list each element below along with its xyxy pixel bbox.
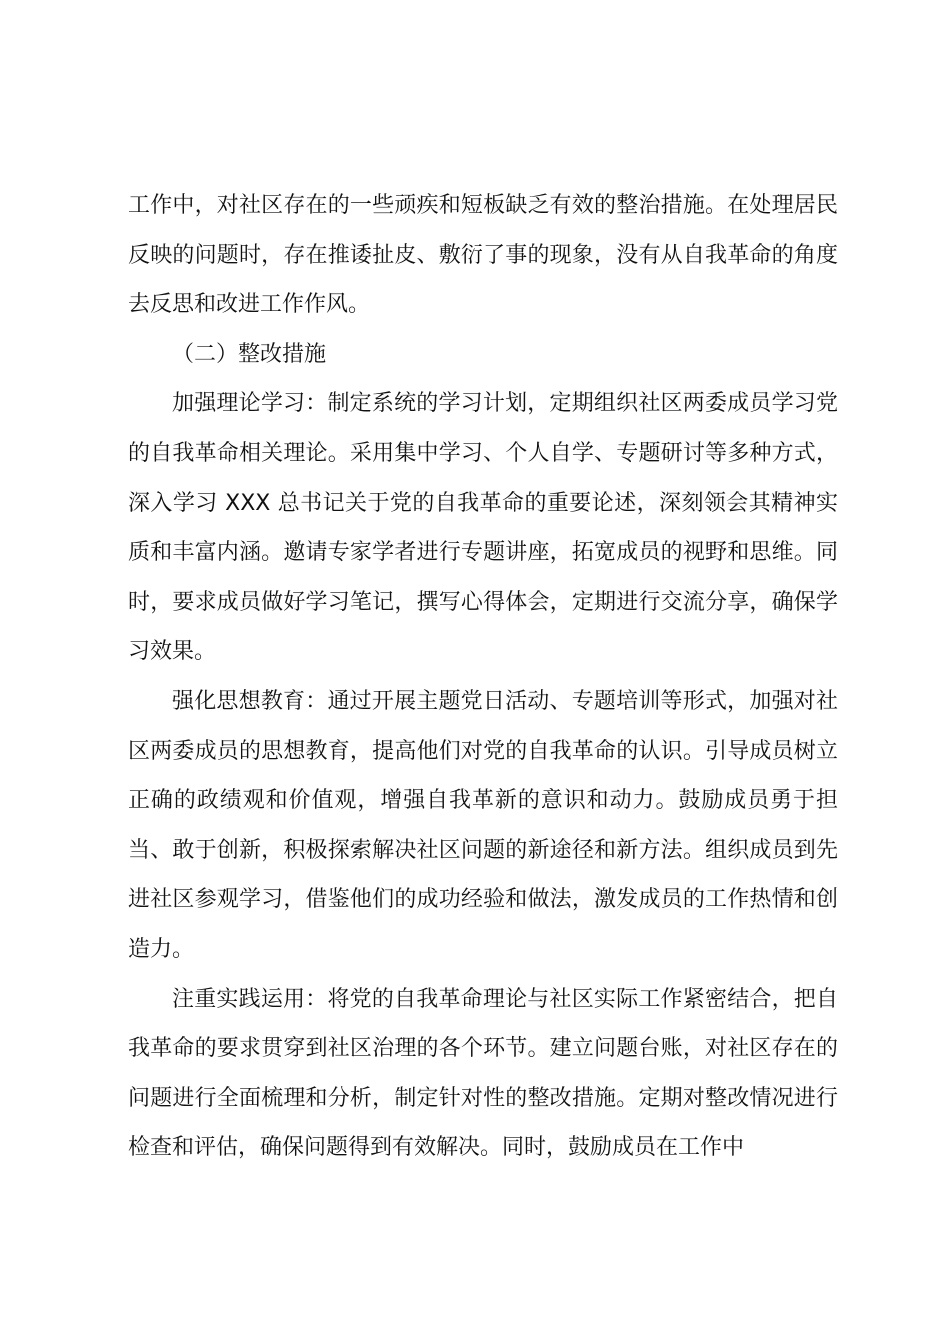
paragraph-continuation: 工作中，对社区存在的一些顽疾和短板缺乏有效的整治措施。在处理居民反映的问题时，存在推诿扯皮、敷衍了事的现象，没有从自我革命的角度去反思和改进工作作风。 [128, 193, 838, 318]
document-body [128, 181, 838, 1173]
section-heading: （二）整改措施 [172, 341, 327, 367]
paragraph-ideological-education: 强化思想教育：通过开展主题党日活动、专题培训等形式，加强对社区两委成员的思想教育，提高他们对党的自我革命的认识。引导成员树立正确的政绩观和价值观，增强自我革新的意识和动力。鼓励成员勇于担当、敢于创新，积极探索解决社区问题的新途径和新方法。组织成员到先进社区参观学习，借鉴他们的成功经验和做法，激发成员的工作热情和创造力。 [128, 688, 838, 962]
paragraph-practice: 注重实践运用：将党的自我革命理论与社区实际工作紧密结合，把自我革命的要求贯穿到社区治理的各个环节。建立问题台账，对社区存在的问题进行全面梳理和分析，制定针对性的整改措施。定期对整改情况进行检查和评估，确保问题得到有效解决。同时，鼓励成员在工作中 [128, 986, 838, 1161]
paragraph-theory-study: 加强理论学习：制定系统的学习计划，定期组织社区两委成员学习党的自我革命相关理论。采用集中学习、个人自学、专题研讨等多种方式，深入学习 XXX 总书记关于党的自我革命的重要论述，深刻领会其精神实质和丰富内涵。邀请专家学者进行专题讲座，拓宽成员的视野和思维。同时，要求成员做好学习笔记，撰写心得体会，定期进行交流分享，确保学习效果。 [128, 391, 838, 665]
